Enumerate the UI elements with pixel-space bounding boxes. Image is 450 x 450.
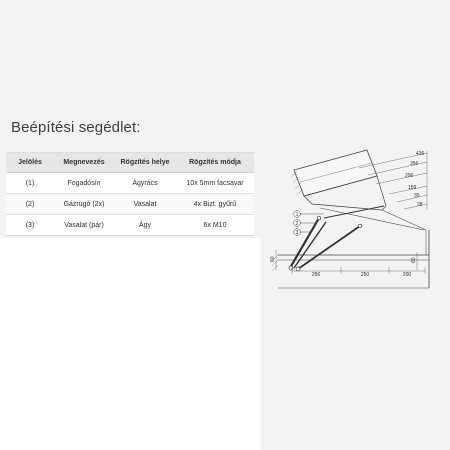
table-cell: Ágy — [114, 215, 176, 236]
header-cell: Jelölés — [6, 153, 54, 173]
table-cell: Fogadósín — [54, 173, 114, 194]
lifted-bed-frame — [294, 150, 426, 230]
header-cell: Rögzítés helye — [114, 153, 176, 173]
gas-spring-arms — [290, 206, 384, 269]
table-cell: (3) — [6, 215, 54, 236]
header-cell: Rögzítés módja — [176, 153, 254, 173]
callout-number: 1 — [295, 212, 299, 218]
dimension-label: 356 — [410, 161, 419, 167]
bottom-dimension-values — [312, 272, 412, 278]
table-row — [6, 215, 254, 236]
assembly-parts-table — [6, 152, 254, 236]
dimension-label: 250 — [360, 272, 370, 278]
dimension-label: 159 — [408, 185, 417, 191]
table-cell: Ágyrács — [114, 173, 176, 194]
callout-number: 2 — [295, 221, 299, 227]
table-cell: (2) — [6, 194, 54, 215]
table-row — [6, 173, 254, 194]
table-cell: Vasalat (pár) — [54, 215, 114, 236]
side-dimension-values — [270, 256, 417, 263]
dimension-label: 28 — [417, 202, 423, 208]
dimension-label: 256 — [311, 272, 321, 278]
table-header-row — [6, 153, 254, 173]
table-cell: 10x 5mm facsavar — [176, 173, 254, 194]
callout-number: 3 — [295, 230, 299, 236]
table-cell: Vasalat — [114, 194, 176, 215]
section-title: Beépítési segédlet: — [11, 119, 141, 136]
dimension-label: 35 — [414, 193, 420, 199]
dimension-label: 60 — [411, 257, 417, 263]
table-row — [6, 194, 254, 215]
dimension-label: 200 — [402, 272, 412, 278]
table-cell: 4x Bizt. gyűrű — [176, 194, 254, 215]
table-cell: 6x M10 — [176, 215, 254, 236]
lower-left-blank-area — [0, 238, 261, 450]
table-cell: Gázrugó (2x) — [54, 194, 114, 215]
table-cell: (1) — [6, 173, 54, 194]
header-cell: Megnevezés — [54, 153, 114, 173]
dimension-label: 60 — [270, 256, 276, 262]
dimension-label: 296 — [405, 173, 414, 179]
dimension-label: 436 — [416, 151, 425, 157]
lift-mechanism-technical-drawing — [264, 148, 444, 294]
